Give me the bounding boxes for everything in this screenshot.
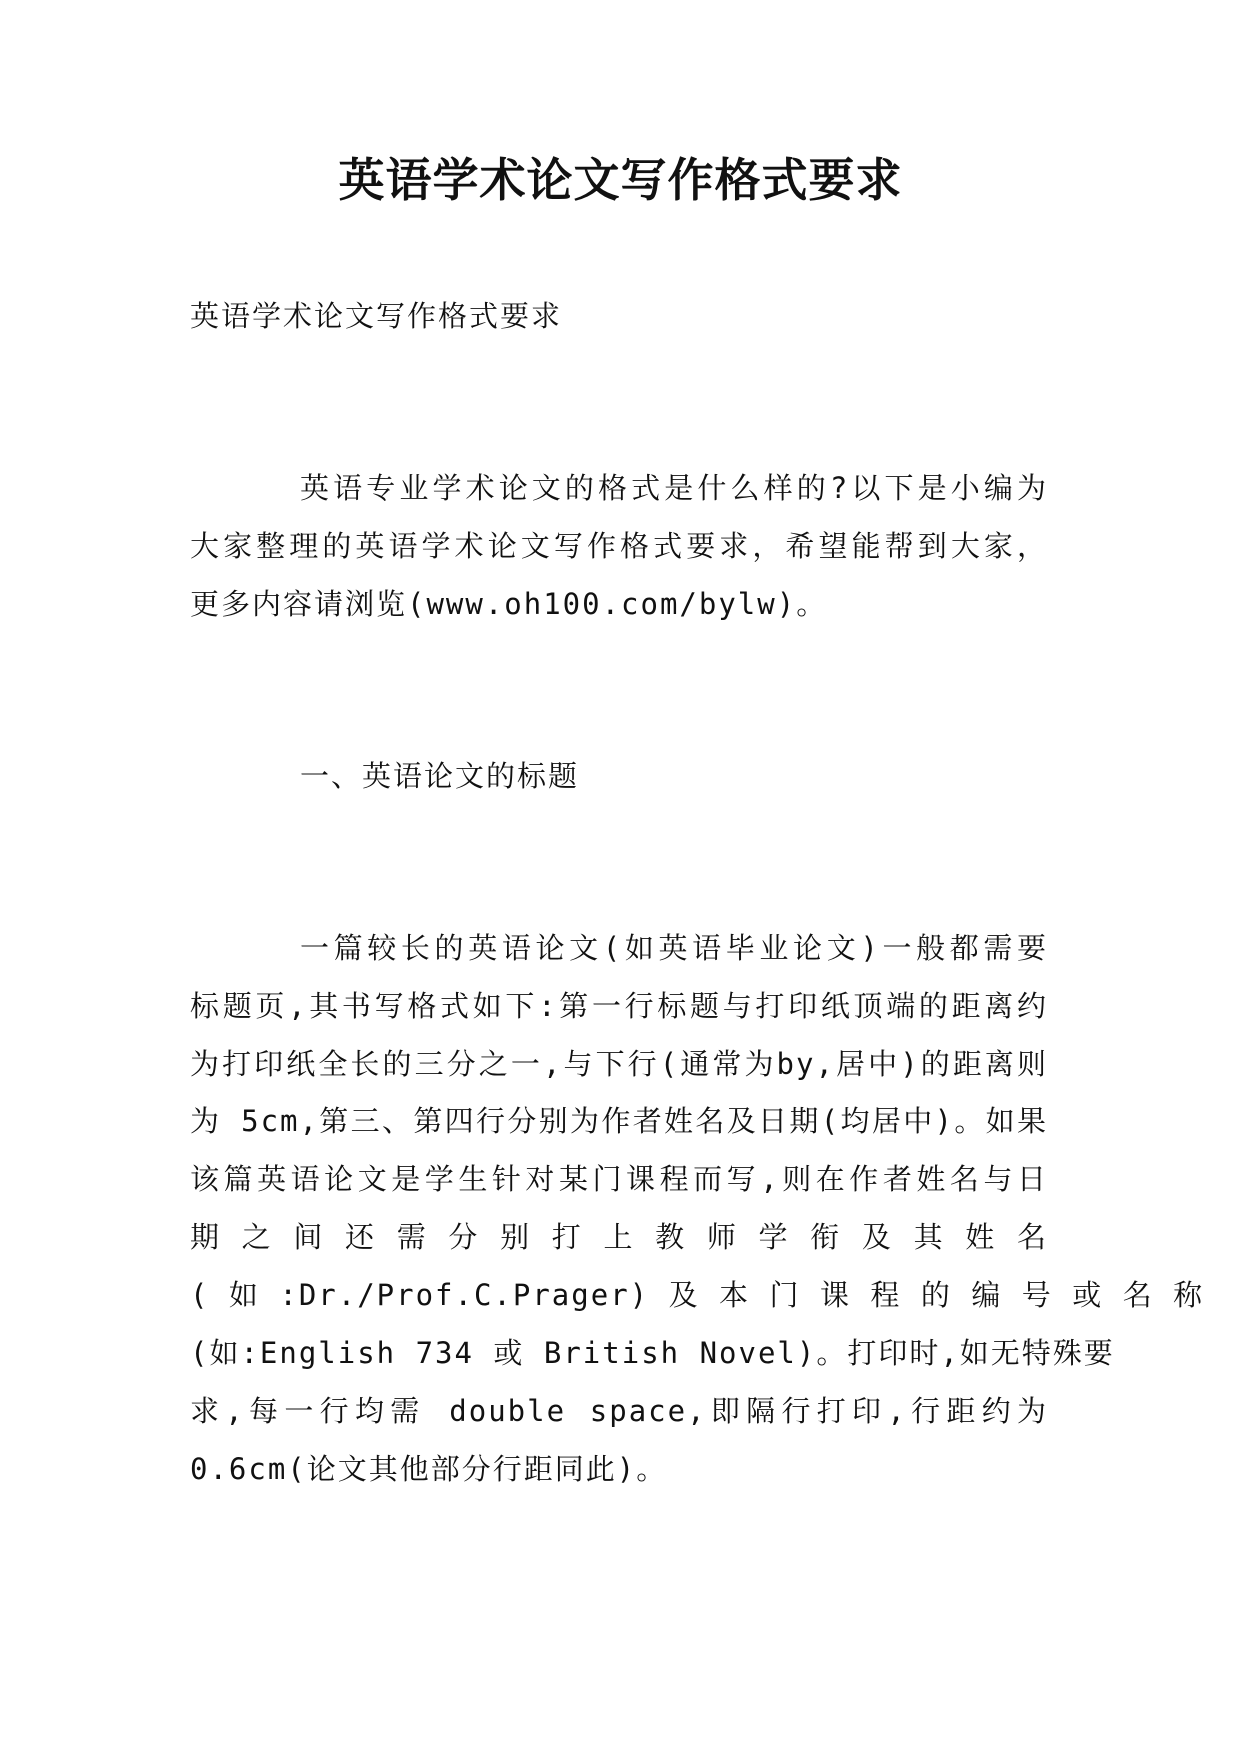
body-line: (如:English 734 或 British Novel)。打印时,如无特殊要	[190, 1336, 1115, 1370]
section-heading: 一、英语论文的标题	[300, 759, 580, 793]
body-line: 为打印纸全长的三分之一,与下行(通常为by,居中)的距离则	[190, 1047, 1048, 1081]
document-title: 英语学术论文写作格式要求	[338, 153, 903, 207]
document-subtitle: 英语学术论文写作格式要求	[190, 299, 563, 333]
body-line: 一篇较长的英语论文(如英语毕业论文)一般都需要	[300, 931, 1048, 965]
intro-line: 大家整理的英语学术论文写作格式要求，希望能帮到大家，	[190, 529, 1048, 563]
body-line: ( 如 :Dr./Prof.C.Prager) 及 本 门 课 程 的 编 号 或 名 称	[190, 1278, 1205, 1312]
intro-line: 英语专业学术论文的格式是什么样的?以下是小编为	[300, 471, 1048, 505]
intro-line: 更多内容请浏览(www.oh100.com/bylw)。	[190, 587, 828, 621]
body-line: 为 5cm,第三、第四行分别为作者姓名及日期(均居中)。如果	[190, 1104, 1048, 1138]
body-line: 该篇英语论文是学生针对某门课程而写,则在作者姓名与日	[190, 1162, 1048, 1196]
body-line: 期 之 间 还 需 分 别 打 上 教 师 学 衔 及 其 姓 名	[190, 1220, 1048, 1254]
body-line: 0.6cm(论文其他部分行距同此)。	[190, 1452, 668, 1486]
body-line: 求,每一行均需 double space,即隔行打印,行距约为	[190, 1394, 1048, 1428]
body-line: 标题页,其书写格式如下:第一行标题与打印纸顶端的距离约	[190, 989, 1048, 1023]
